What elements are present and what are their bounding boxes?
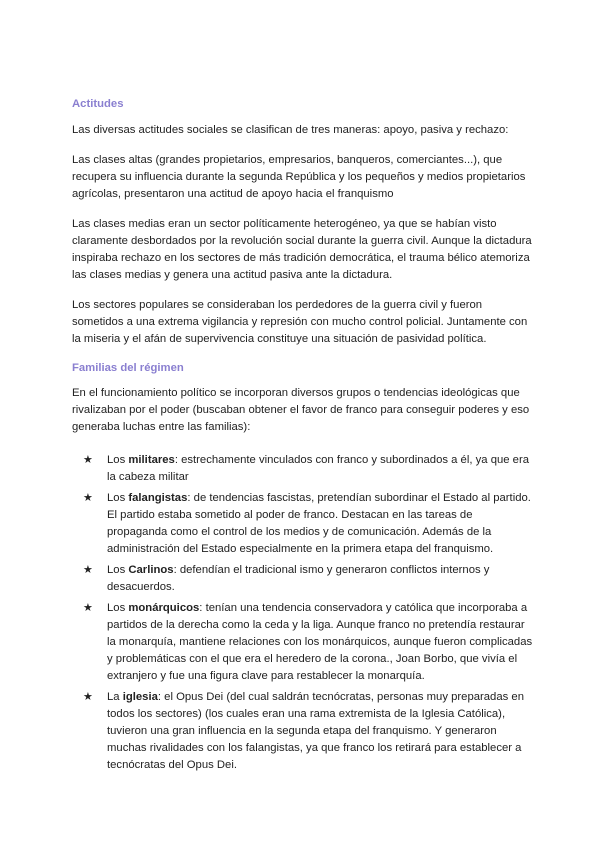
item-text: : defendían el tradicional ismo y generaron conflictos internos y desacuerdos. (107, 564, 490, 593)
item-term: monárquicos (128, 602, 200, 614)
list-item-iglesia (83, 689, 534, 774)
item-prefix: Los (107, 454, 129, 466)
paragraph-sectores-populares: Los sectores populares se consideraban los perdedores de la guerra civil y fueron sometidos a una extrema vigilancia y represión con mucho control policial. Juntamente con la miseria y el afán de supervivencia constituye una situación de pasividad política. (72, 299, 528, 345)
list-item-falangistas (83, 490, 534, 558)
item-term: falangistas (128, 492, 188, 504)
paragraph-clases-medias: Las clases medias eran un sector políticamente heterogéneo, ya que se habían visto claramente desbordados por la revolución social durante la guerra civil. Aunque la dictadura inspiraba rechazo en los sectores de más tradición democrática, el trauma bélico atemoriza las clases medias y genera una actitud pasiva ante la dictadura. (72, 218, 532, 281)
item-text: : tenían una tendencia conservadora y católica que incorporaba a partidos de la derecha como la ceda y la liga. Aunque franco no pretendía restaurar la monarquía, mantiene relaciones con los monárquicos, aunque fueron complicadas y problemáticas con el que era el heredero de la corona., Joan Borbo, que vivía el extranjero y fue una figura clave para restablecer la monarquía. (107, 602, 533, 682)
item-text: : el Opus Dei (del cual saldrán tecnócratas, personas muy preparadas en todos los sectores) (los cuales eran una rama extremista de la Iglesia Católica), tuvieron una gran influencia en la segunda etapa del franquismo. Y generaron muchas rivalidades con los falangistas, ya que franco los retirará para establecer a tecnócratas del Opus Dei. (107, 691, 524, 771)
item-prefix: Los (107, 564, 129, 576)
item-text: : estrechamente vinculados con franco y subordinados a él, ya que era la cabeza militar (107, 454, 530, 483)
star-bullet-icon: ★ (83, 564, 93, 576)
section-heading-familias: Familias del régimen (72, 362, 184, 374)
paragraph-intro: Las diversas actitudes sociales se clasifican de tres maneras: apoyo, pasiva y rechazo: (72, 124, 509, 136)
list-item-militares (83, 452, 534, 486)
familias-list (72, 452, 534, 774)
item-prefix: Los (107, 492, 129, 504)
star-bullet-icon: ★ (83, 602, 93, 614)
item-prefix: Los (107, 602, 129, 614)
document-page (72, 96, 534, 778)
paragraph-familias-intro: En el funcionamiento político se incorporan diversos grupos o tendencias ideológicas que rivalizaban por el poder (buscaban obtener el favor de franco para conseguir poderes y eso generaba luchas entre las familias): (72, 387, 530, 433)
item-text: : de tendencias fascistas, pretendían subordinar el Estado al partido. El partido estaba sometido al poder de franco. Destacan en las tareas de propaganda como el control de los medios y de comunicación. Además de la administración del Estado especialmente en la primera etapa del franquismo. (107, 492, 531, 555)
star-bullet-icon: ★ (83, 492, 93, 504)
item-prefix: La (107, 691, 123, 703)
star-bullet-icon: ★ (83, 691, 93, 703)
list-item-carlinos (83, 562, 534, 596)
star-bullet-icon: ★ (83, 454, 93, 466)
item-term: iglesia (122, 691, 158, 703)
paragraph-clases-altas: Las clases altas (grandes propietarios, empresarios, banqueros, comerciantes...), que recupera su influencia durante la segunda República y los pequeños y medios propietarios agrícolas, presentaron una actitud de apoyo hacia el franquismo (72, 154, 526, 200)
item-term: militares (128, 454, 175, 466)
list-item-monarquicos (83, 600, 534, 685)
item-term: Carlinos (128, 564, 174, 576)
section-heading-actitudes: Actitudes (72, 98, 124, 110)
